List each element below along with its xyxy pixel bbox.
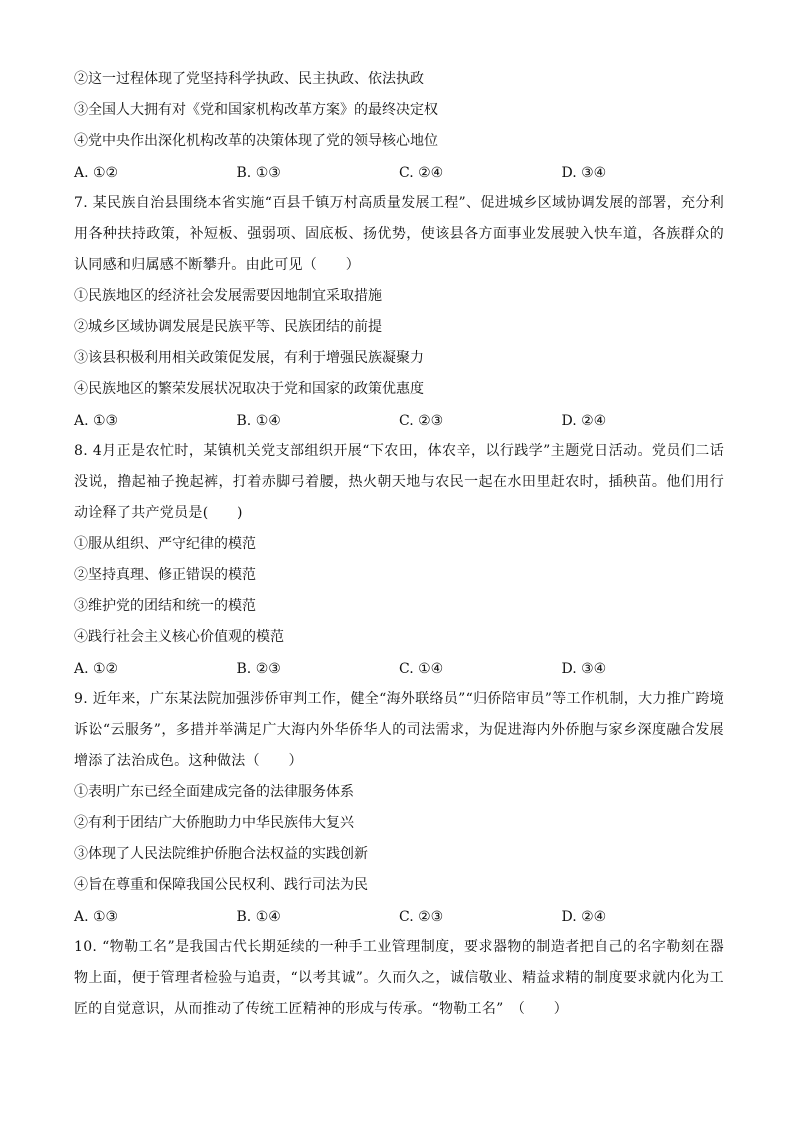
option-line: ②城乡区域协调发展是民族平等、民族团结的前提 — [74, 319, 382, 335]
choice-a[interactable]: A. ①② — [74, 660, 119, 677]
option-line: ③维护党的团结和统一的模范 — [74, 598, 256, 614]
option-line: ②坚持真理、修正错误的模范 — [74, 567, 256, 583]
option-line: ②有利于团结广大侨胞助力中华民族伟大复兴 — [74, 815, 354, 831]
choice-c[interactable]: C. ②③ — [399, 908, 444, 925]
choice-c[interactable]: C. ②③ — [399, 412, 444, 429]
option-line: ①表明广东已经全面建成完备的法律服务体系 — [74, 784, 354, 800]
choice-a[interactable]: A. ①② — [74, 164, 119, 181]
choice-b[interactable]: B. ②③ — [236, 660, 281, 677]
option-line: ①服从组织、严守纪律的模范 — [74, 536, 256, 552]
answer-choices — [74, 653, 724, 684]
choice-c[interactable]: C. ①④ — [399, 660, 444, 677]
answer-choices — [74, 405, 724, 436]
choice-d[interactable]: D. ②④ — [561, 908, 607, 925]
option-line: ④旨在尊重和保障我国公民权利、践行司法为民 — [74, 877, 368, 893]
option-line: ④践行社会主义核心价值观的模范 — [74, 629, 284, 645]
choice-d[interactable]: D. ②④ — [561, 412, 607, 429]
choice-b[interactable]: B. ①③ — [236, 164, 281, 181]
option-line: ④党中央作出深化机构改革的决策体现了党的领导核心地位 — [74, 133, 438, 149]
question-10 — [74, 932, 724, 1025]
question-stem: 8. 4月正是农忙时，某镇机关党支部组织开展“下农田，体农辛，以行践学”主题党日活动。党员们二话没说，撸起袖子挽起裤，打着赤脚弓着腰，热火朝天地与农民一起在水田里赶农时，插秧苗。他们用行动诠释了共产党员是( ) — [74, 443, 724, 521]
option-line: ④民族地区的繁荣发展状况取决于党和国家的政策优惠度 — [74, 381, 424, 397]
choice-b[interactable]: B. ①④ — [236, 908, 281, 925]
option-line: ③体现了人民法院维护侨胞合法权益的实践创新 — [74, 846, 368, 862]
question-9 — [74, 684, 724, 932]
choice-a[interactable]: A. ①③ — [74, 412, 119, 429]
question-7 — [74, 188, 724, 436]
question-stem: 9. 近年来，广东某法院加强涉侨审判工作，健全“海外联络员”“归侨陪审员”等工作机制，大力推广跨境诉讼“云服务”，多措并举满足广大海内外华侨华人的司法需求，为促进海内外侨胞与家乡深度融合发展增添了法治成色。这种做法（ ） — [74, 691, 724, 769]
question-6 — [74, 64, 724, 188]
option-line: ③该县积极利用相关政策促发展，有利于增强民族凝聚力 — [74, 350, 424, 366]
question-stem: 10. “物勒工名”是我国古代长期延续的一种手工业管理制度，要求器物的制造者把自己的名字勒刻在器物上面，便于管理者检验与追责，“以考其诚”。久而久之，诚信敬业、精益求精的制度要求就内化为工匠的自觉意识，从而推动了传统工匠精神的形成与传承。“物勒工名” （ ） — [74, 939, 724, 1017]
answer-choices — [74, 901, 724, 932]
question-8 — [74, 436, 724, 684]
choice-c[interactable]: C. ②④ — [399, 164, 444, 181]
answer-choices — [74, 157, 724, 188]
choice-d[interactable]: D. ③④ — [561, 164, 607, 181]
exam-page — [74, 64, 724, 1025]
choice-a[interactable]: A. ①③ — [74, 908, 119, 925]
question-stem: 7. 某民族自治县围绕本省实施“百县千镇万村高质量发展工程”、促进城乡区域协调发展的部署，充分利用各种扶持政策，补短板、强弱项、固底板、扬优势，使该县各方面事业发展驶入快车道，各族群众的认同感和归属感不断攀升。由此可见（ ） — [74, 195, 724, 273]
choice-b[interactable]: B. ①④ — [236, 412, 281, 429]
option-line: ②这一过程体现了党坚持科学执政、民主执政、依法执政 — [74, 71, 424, 87]
option-line: ①民族地区的经济社会发展需要因地制宜采取措施 — [74, 288, 382, 304]
choice-d[interactable]: D. ③④ — [561, 660, 607, 677]
option-line: ③全国人大拥有对《党和国家机构改革方案》的最终决定权 — [74, 102, 438, 118]
